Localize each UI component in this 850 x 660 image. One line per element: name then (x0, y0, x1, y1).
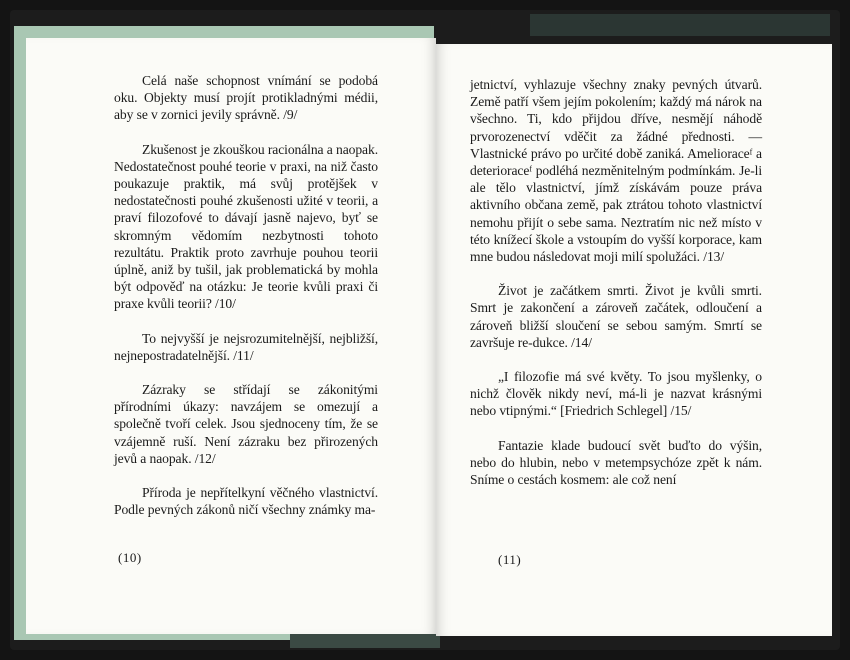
paragraph-15: „I filozofie má své květy. To jsou myšlenky, o nichž člověk nikdy neví, má-li je nazvat krásnými nebo vtipnými.“ [Friedrich Schlegel] /15/ (470, 369, 762, 419)
book-cover-right (530, 14, 830, 36)
left-page (26, 38, 436, 634)
paragraph-9: Celá naše schopnost vnímání se podobá oku. Objekty musí projít protikladnými médii, aby se v zornici jevily správně. /9/ (114, 73, 378, 123)
right-page (436, 44, 832, 636)
paragraph-11: To nejvyšší je nejsrozumitelnější, nejbližší, nejnepostradatelnější. /11/ (114, 330, 378, 363)
paragraph-10: Zkušenost je zkouškou racionálna a naopak. Nedostatečnost pouhé teorie v praxi, na niž často poukazuje praktik, má svůj protějšek v nedostatečnosti pouhé zkušenosti užité v teorii, a praví filozofové to dávají jasně najevo, byť se skromným vědomím nezbytnosti tohoto rezultátu. Praktik proto zavrhuje pouhou teorii úplně, aniž by tušil, jak problematická by mohla být odpověď na otázku: Je teorie kvůli praxi či praxe kvůli teorii? /10/ (114, 141, 378, 312)
paragraph-13-continuation: jetnictví, vyhlazuje všechny znaky pevných útvarů. Země patří všem jejím pokolením; každý má nárok na všechno. Ti, kdo přijdou dříve, nesmějí náhodě prvorozenectví vděčit za žádné přednosti. — Vlastnické právo po určité době zaniká. Amelioraceᶠ a deterioraceᶠ podléhá nezměnitelným podmínkám. Je-li ale tělo vlastnictví, jímž získávám pouze práva aktivního občana země, pak ztrátou tohoto vlastnictví nemohu přijít o sebe sama. Neztratím nic než místo v této knížecí škole a vstoupím do vyšší korporace, kam mne budou následovat moji milí spolužáci. /13/ (470, 77, 762, 265)
paragraph-14: Život je začátkem smrti. Život je kvůli smrti. Smrt je zakončení a zároveň začátek, odloučení a zároveň bližší sloučení se sebou samým. Smrtí se završuje re-dukce. /14/ (470, 283, 762, 350)
paragraph-12: Zázraky se střídají se zákonitými přírodními úkazy: navzájem se omezují a společně tvoří celek. Jsou sjednoceny tím, že se vzájemně ruší. Není zázraku bez přirozených jevů a naopak. /12/ (114, 382, 378, 466)
page-number-left: (10) (118, 550, 142, 565)
page-number-right: (11) (498, 552, 522, 567)
paragraph-16-start: Fantazie klade budoucí svět buďto do výšin, nebo do hlubin, nebo v metempsychóze zpět k nám. Snímе o cestách kosmem: ale což není (470, 437, 762, 488)
paragraph-13-start: Příroda je nepřítelkyní věčného vlastnictví. Podle pevných zákonů ničí všechny známky ma- (114, 485, 378, 518)
